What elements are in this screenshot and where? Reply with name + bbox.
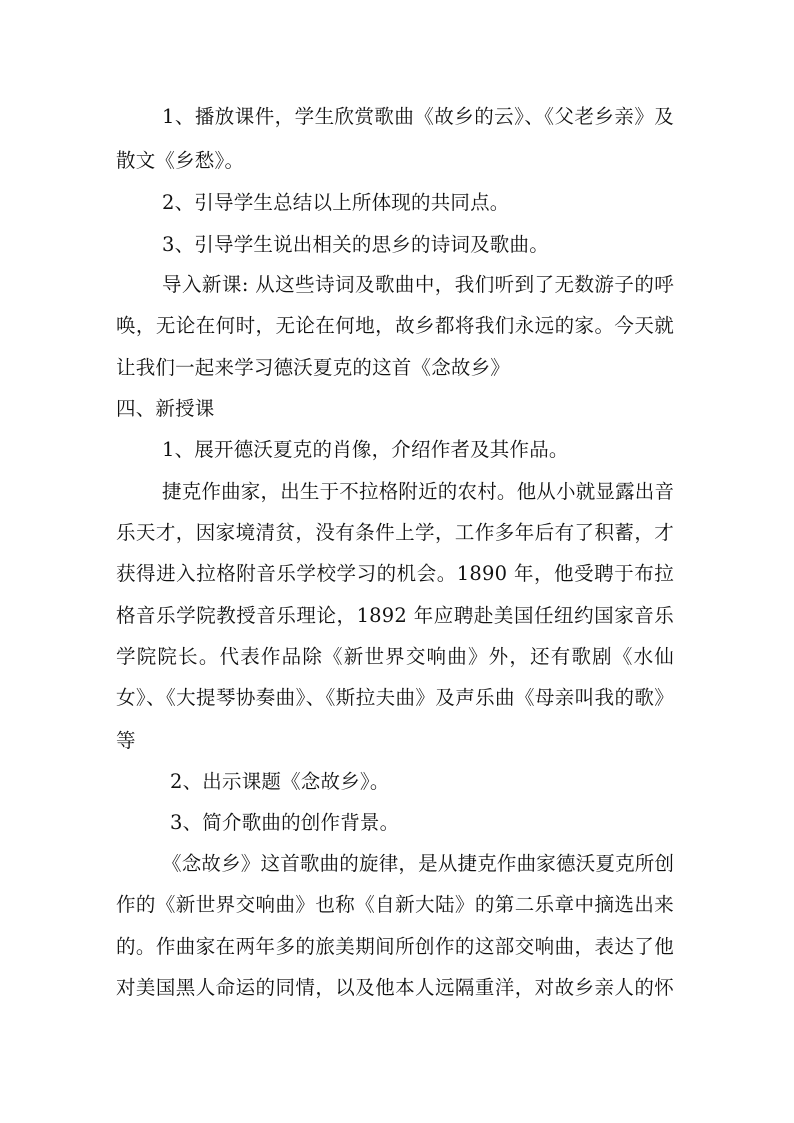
paragraph-line: 导入新课: 从这些诗词及歌曲中，我们听到了无数游子的呼 — [162, 273, 674, 296]
paragraph-line: 等 — [116, 729, 136, 752]
paragraph-line: 3、引导学生说出相关的思乡的诗词及歌曲。 — [162, 233, 549, 256]
paragraph-line: 捷克作曲家，出生于不拉格附近的农村。他从小就显露出音 — [162, 480, 675, 503]
paragraph-line: 2、出示课题《念故乡》。 — [170, 770, 390, 793]
paragraph-line: 的。作曲家在两年多的旅美期间所创作的这部交响曲，表达了他 — [116, 935, 674, 958]
paragraph-line: 唤，无论在何时，无论在何地，故乡都将我们永远的家。今天就 — [116, 314, 674, 337]
section-heading: 四、新授课 — [116, 397, 215, 420]
paragraph-line: 作的《新世界交响曲》也称《自新大陆》的第二乐章中摘选出来 — [116, 893, 674, 916]
paragraph-line: 散文《乡愁》。 — [116, 149, 245, 172]
paragraph-line: 让我们一起来学习德沃夏克的这首《念故乡》 — [116, 356, 511, 379]
paragraph-line: 乐天才，因家境清贫，没有条件上学，工作多年后有了积蓄，才 — [116, 521, 674, 544]
paragraph-line: 2、引导学生总结以上所体现的共同点。 — [162, 191, 510, 214]
paragraph-line: 对美国黑人命运的同情，以及他本人远隔重洋，对故乡亲人的怀 — [116, 976, 674, 999]
paragraph-line: 格音乐学院教授音乐理论，1892 年应聘赴美国任纽约国家音乐 — [116, 604, 674, 627]
paragraph-line: 3、简介歌曲的创作背景。 — [170, 811, 400, 834]
paragraph-line: 1、展开德沃夏克的肖像，介绍作者及其作品。 — [162, 438, 569, 461]
paragraph-line: 获得进入拉格附音乐学校学习的机会。1890 年，他受聘于布拉 — [116, 562, 674, 585]
paragraph-line: 女》、《大提琴协奏曲》、《斯拉夫曲》及声乐曲《母亲叫我的歌》 — [116, 686, 674, 709]
paragraph-line: 《念故乡》这首歌曲的旋律，是从捷克作曲家德沃夏克所创 — [162, 852, 675, 875]
paragraph-line: 1、播放课件，学生欣赏歌曲《故乡的云》、《父老乡亲》及 — [162, 105, 674, 128]
paragraph-line: 学院院长。代表作品除《新世界交响曲》外，还有歌剧《水仙 — [116, 645, 674, 668]
